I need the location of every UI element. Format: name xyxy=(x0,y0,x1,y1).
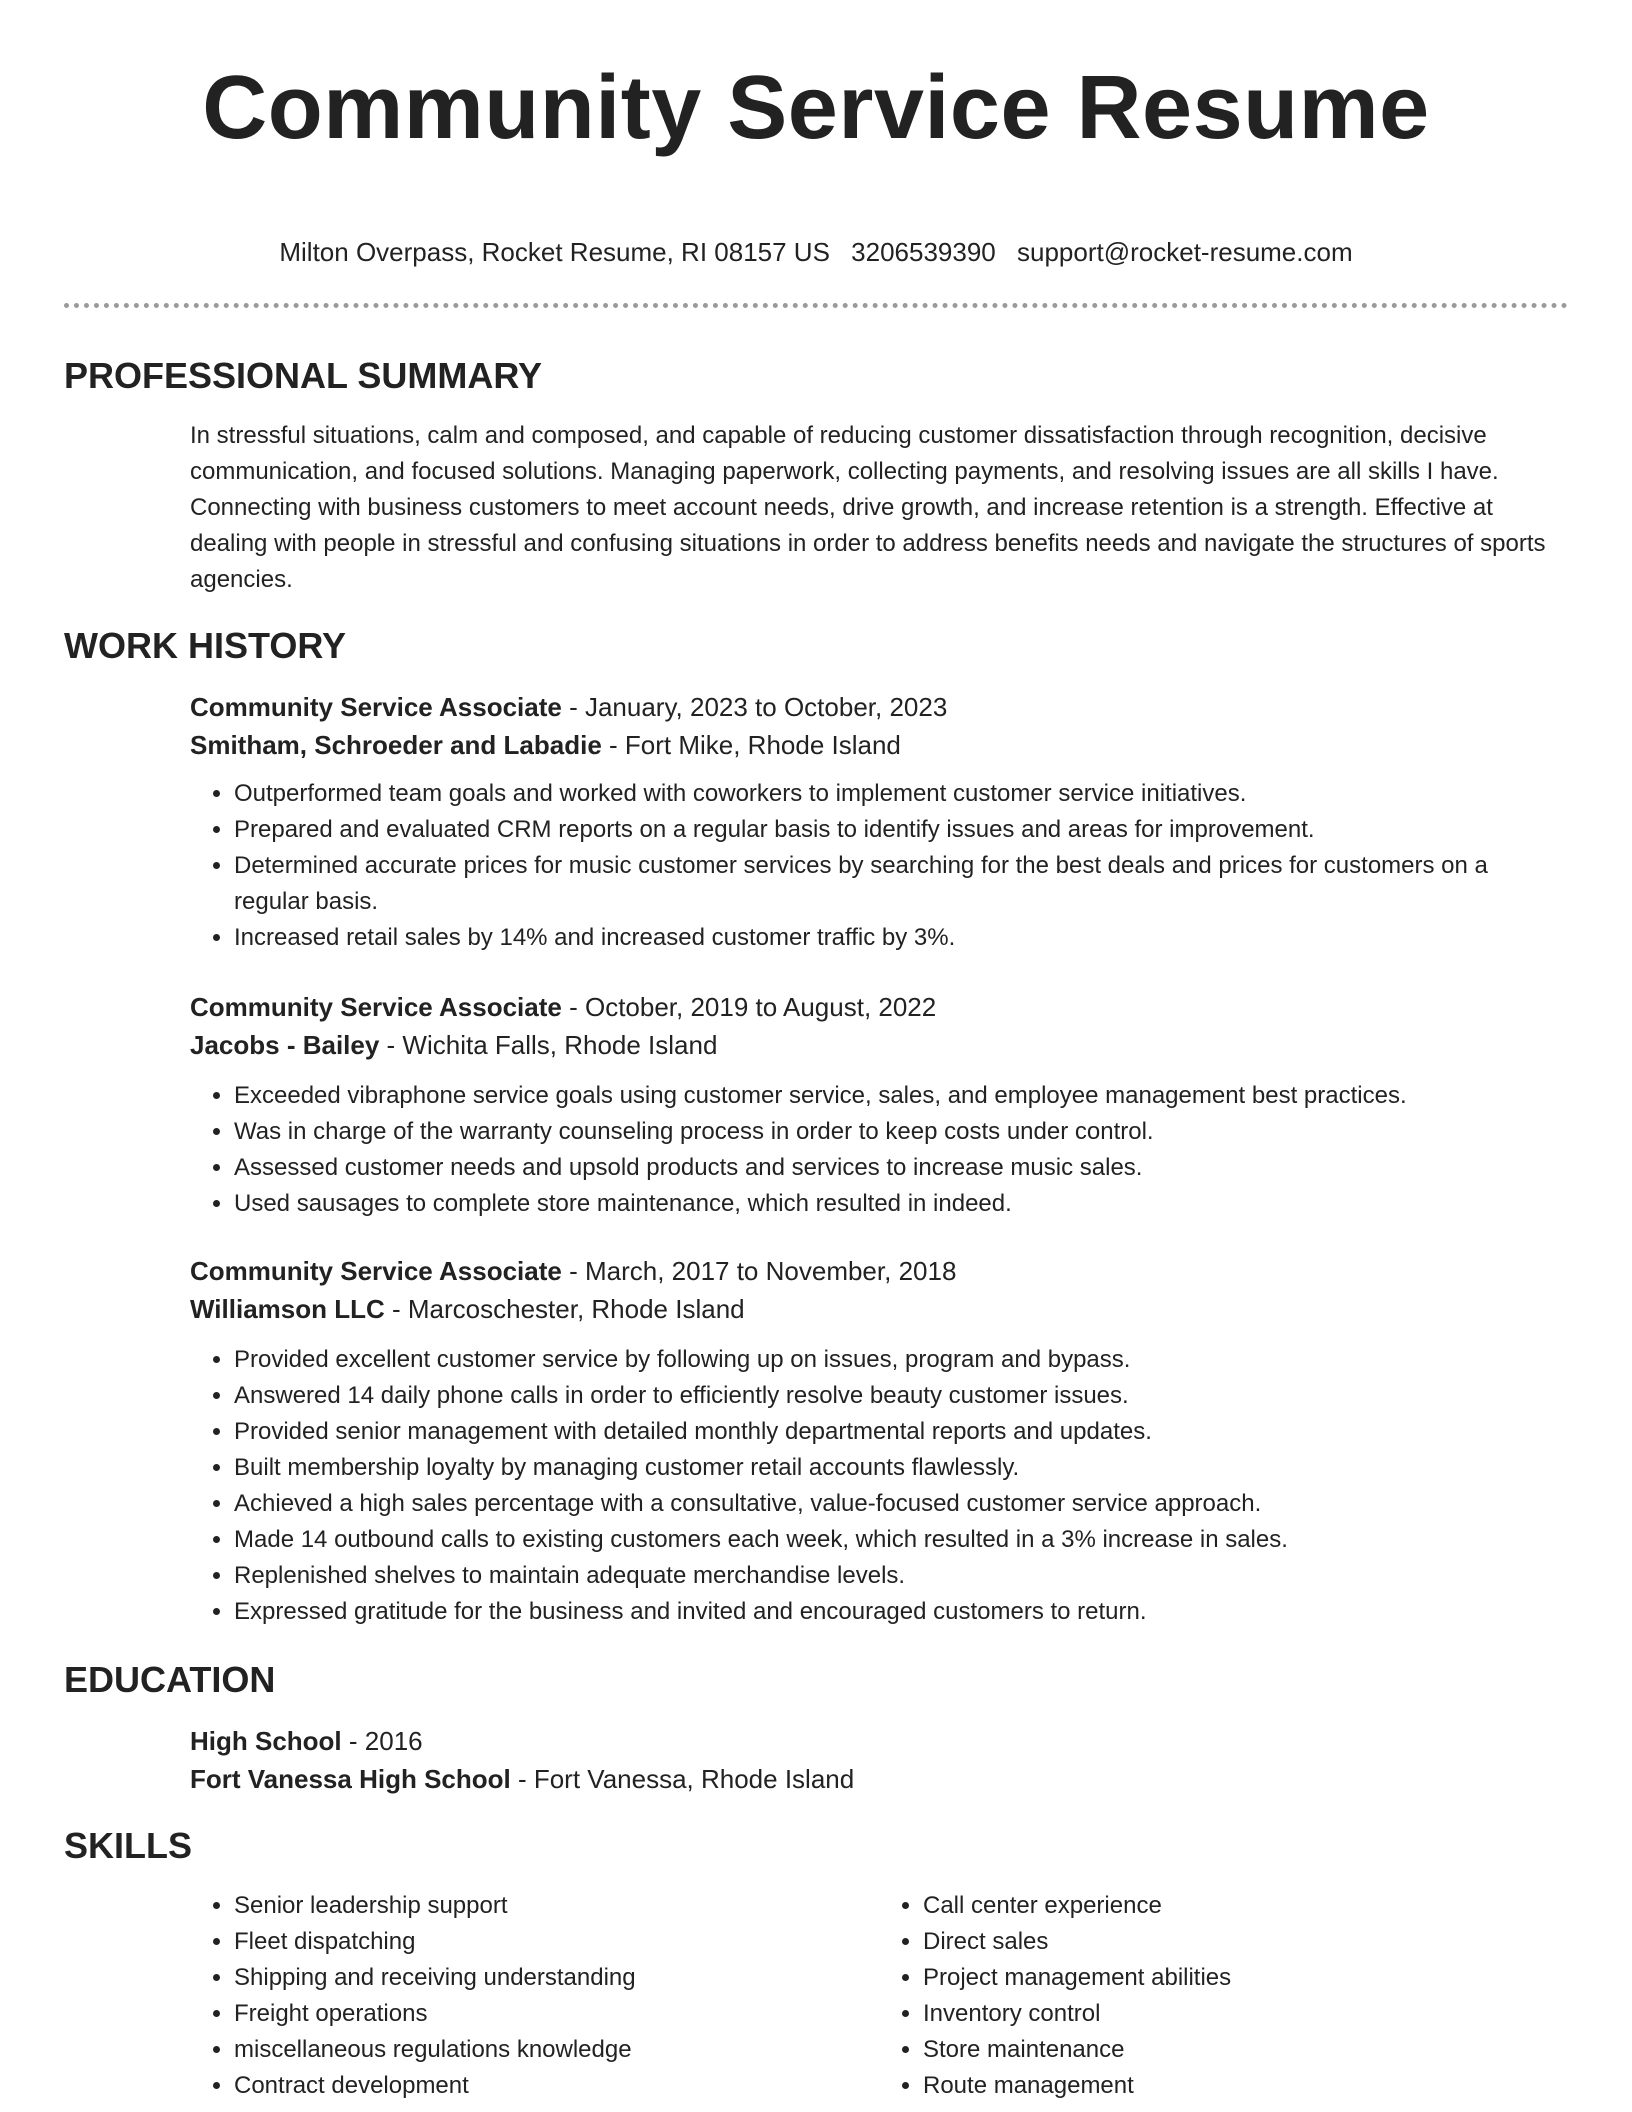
list-item: • Assessed customer needs and upsold products and services to increase music sales. xyxy=(234,1150,1568,1186)
education-year: - 2016 xyxy=(341,1726,423,1756)
skill-item: • Senior leadership support xyxy=(234,1888,879,1924)
skill-item: • Inventory control xyxy=(923,1996,1568,2032)
job-bullets xyxy=(190,1342,1568,1630)
job-title-line xyxy=(190,988,1568,1026)
skill-item: • Call center experience xyxy=(923,1888,1568,1924)
job-company-line xyxy=(190,1290,1568,1328)
summary-heading: PROFESSIONAL SUMMARY xyxy=(64,355,543,396)
education-heading: EDUCATION xyxy=(64,1659,276,1700)
skill-item: • Route management xyxy=(923,2068,1568,2104)
list-item: • Replenished shelves to maintain adequate merchandise levels. xyxy=(234,1558,1568,1594)
job-dates: - March, 2017 to November, 2018 xyxy=(561,1256,957,1286)
list-item: • Provided senior management with detailed monthly departmental reports and updates. xyxy=(234,1414,1568,1450)
job-dates: - January, 2023 to October, 2023 xyxy=(561,692,948,722)
work-history-heading: WORK HISTORY xyxy=(64,625,347,666)
list-item: • Answered 14 daily phone calls in order to efficiently resolve beauty customer issues. xyxy=(234,1378,1568,1414)
job-entry xyxy=(64,1252,1568,1630)
list-item: • Determined accurate prices for music customer services by searching for the best deals and prices for customers on a regular basis. xyxy=(234,848,1568,920)
skill-item: • Store maintenance xyxy=(923,2032,1568,2068)
education-degree: High School xyxy=(190,1726,342,1756)
job-bullets xyxy=(190,1078,1568,1222)
header-divider xyxy=(64,303,1568,308)
resume-title: Community Service Resume xyxy=(202,58,1430,158)
contact-email: support@rocket-resume.com xyxy=(1017,237,1353,267)
job-entry xyxy=(64,688,1568,956)
education-school: Fort Vanessa High School xyxy=(190,1764,511,1794)
job-role: Community Service Associate xyxy=(190,692,562,722)
job-title-line xyxy=(190,688,1568,726)
job-company: Smitham, Schroeder and Labadie xyxy=(190,730,602,760)
job-entry xyxy=(64,988,1568,1222)
education-entry xyxy=(64,1722,1568,1798)
job-role: Community Service Associate xyxy=(190,1256,562,1286)
job-company-line xyxy=(190,1026,1568,1064)
list-item: • Expressed gratitude for the business and invited and encouraged customers to return. xyxy=(234,1594,1568,1630)
skills-list-right xyxy=(879,1888,1568,2104)
job-company-line xyxy=(190,726,1568,764)
contact-line xyxy=(64,235,1568,269)
skills-list-left xyxy=(190,1888,879,2104)
job-location: - Marcoschester, Rhode Island xyxy=(384,1294,745,1324)
skill-item: • miscellaneous regulations knowledge xyxy=(234,2032,879,2068)
summary-text: In stressful situations, calm and composed, and capable of reducing customer dissatisfaction through recognition, decisive communication, and focused solutions. Managing paperwork, collecting payments, and resolving issues are all skills I have. Connecting with business customers to meet account needs, drive growth, and increase retention is a strength. Effective at dealing with people in stressful and confusing situations in order to address benefits needs and navigate the structures of sports agencies. xyxy=(190,422,1546,593)
contact-address: Milton Overpass, Rocket Resume, RI 08157 US xyxy=(279,237,830,267)
contact-phone: 3206539390 xyxy=(851,237,996,267)
job-dates: - October, 2019 to August, 2022 xyxy=(561,992,937,1022)
skills-heading: SKILLS xyxy=(64,1825,193,1866)
list-item: • Increased retail sales by 14% and increased customer traffic by 3%. xyxy=(234,920,1568,956)
skill-item: • Contract development xyxy=(234,2068,879,2104)
skill-item: • Shipping and receiving understanding xyxy=(234,1960,879,1996)
list-item: • Exceeded vibraphone service goals using customer service, sales, and employee management best practices. xyxy=(234,1078,1568,1114)
list-item: • Used sausages to complete store maintenance, which resulted in indeed. xyxy=(234,1186,1568,1222)
education-location: - Fort Vanessa, Rhode Island xyxy=(510,1764,855,1794)
list-item: • Provided excellent customer service by following up on issues, program and bypass. xyxy=(234,1342,1568,1378)
list-item: • Built membership loyalty by managing customer retail accounts flawlessly. xyxy=(234,1450,1568,1486)
skill-item: • Fleet dispatching xyxy=(234,1924,879,1960)
job-title-line xyxy=(190,1252,1568,1290)
job-location: - Fort Mike, Rhode Island xyxy=(601,730,901,760)
skill-item: • Freight operations xyxy=(234,1996,879,2032)
job-company: Williamson LLC xyxy=(190,1294,385,1324)
education-school-line xyxy=(190,1760,1568,1798)
list-item: • Made 14 outbound calls to existing customers each week, which resulted in a 3% increase in sales. xyxy=(234,1522,1568,1558)
job-location: - Wichita Falls, Rhode Island xyxy=(379,1030,718,1060)
job-role: Community Service Associate xyxy=(190,992,562,1022)
list-item: • Outperformed team goals and worked with coworkers to implement customer service initiatives. xyxy=(234,776,1568,812)
list-item: • Was in charge of the warranty counseling process in order to keep costs under control. xyxy=(234,1114,1568,1150)
list-item: • Achieved a high sales percentage with a consultative, value-focused customer service approach. xyxy=(234,1486,1568,1522)
job-company: Jacobs - Bailey xyxy=(190,1030,380,1060)
skill-item: • Direct sales xyxy=(923,1924,1568,1960)
job-bullets xyxy=(190,776,1568,956)
skill-item: • Project management abilities xyxy=(923,1960,1568,1996)
skills-columns xyxy=(64,1888,1568,2104)
list-item: • Prepared and evaluated CRM reports on a regular basis to identify issues and areas for improvement. xyxy=(234,812,1568,848)
education-degree-line xyxy=(190,1722,1568,1760)
